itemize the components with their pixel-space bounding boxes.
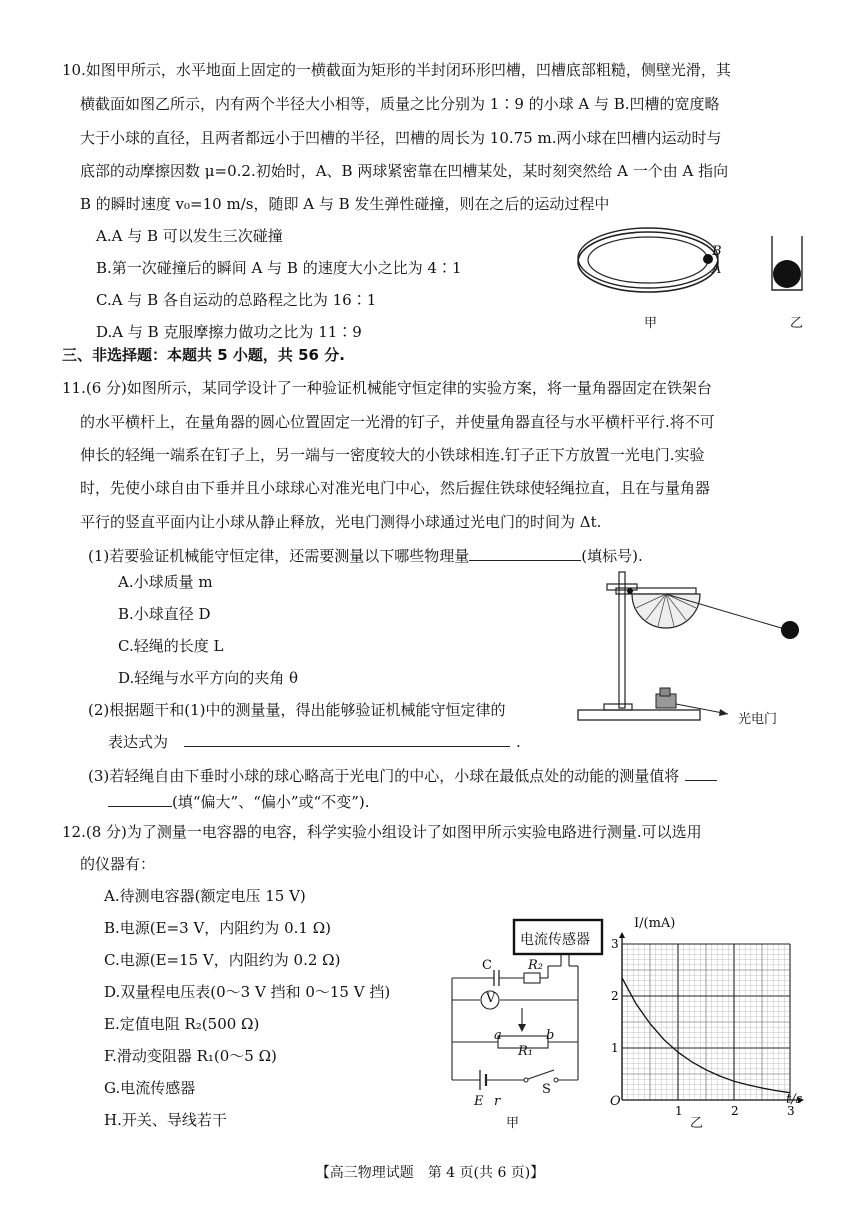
x-tick-label: 3 xyxy=(787,1104,795,1116)
q11-part-3-tail: (填“偏大”、“偏小”或“不变”). xyxy=(172,793,370,811)
q12-option-f: F.滑动变阻器 R₁(0～5 Ω) xyxy=(104,1047,277,1065)
q11-line-1: 11.(6 分)如图所示，某同学设计了一种验证机械能守恒定律的实验方案，将一量角器固定在铁架台 xyxy=(62,379,712,397)
q11-part-3-line-2 xyxy=(108,792,369,812)
q11-part-3 xyxy=(88,766,717,786)
x-tick-label: 1 xyxy=(675,1104,683,1116)
label-ball-b: B xyxy=(712,244,722,259)
q10-line-1: 10.如图甲所示，水平地面上固定的一横截面为矩形的半封闭环形凹槽，凹槽底部粗糙，侧壁光滑，其 xyxy=(62,61,731,79)
switch-label: S xyxy=(542,1082,551,1097)
internal-r-label: r xyxy=(494,1094,501,1109)
circuit-diagram xyxy=(448,918,606,1130)
q10-option-c: C.A 与 B 各自运动的总路程之比为 16∶1 xyxy=(96,291,377,309)
capacitor-label: C xyxy=(482,958,492,973)
label-ball-a: A xyxy=(712,262,722,277)
q10-line-2: 横截面如图乙所示，内有两个半径大小相等，质量之比分别为 1∶9 的小球 A 与 B.凹槽的宽度略 xyxy=(80,95,720,113)
graph-caption: 乙 xyxy=(690,1116,704,1131)
terminal-a-label: a xyxy=(494,1028,502,1043)
q11-line-3: 伸长的轻绳一端系在钉子上，另一端与一密度较大的小铁球相连.钉子正下方放置一光电门.实验 xyxy=(80,446,705,464)
q12-option-a: A.待测电容器(额定电压 15 V) xyxy=(104,887,306,905)
cross-section-figure xyxy=(768,234,808,294)
q11-part-1-text: (1)若要验证机械能守恒定律，还需要测量以下哪些物理量 xyxy=(88,547,470,565)
fig-jia-label: 甲 xyxy=(644,316,658,331)
q11-line-5: 平行的竖直平面内让小球从静止释放，光电门测得小球通过光电门的时间为 Δt. xyxy=(80,513,602,531)
circuit-caption: 甲 xyxy=(506,1116,520,1131)
photogate-label: 光电门 xyxy=(738,712,778,727)
terminal-b-label: b xyxy=(546,1028,555,1043)
q11-line-2: 的水平横杆上，在量角器的圆心位置固定一光滑的钉子，并使量角器直径与水平横杆平行.将不可 xyxy=(80,413,715,431)
q11-option-a: A.小球质量 m xyxy=(118,573,213,591)
q11-part-2-end: . xyxy=(516,733,521,751)
q11-part-3-text: (3)若轻绳自由下垂时小球的球心略高于光电门的中心，小球在最低点处的动能的测量值将 xyxy=(88,767,680,785)
answer-blank-3b[interactable] xyxy=(108,792,172,807)
q10-line-5: B 的瞬时速度 v₀=10 m/s，随即 A 与 B 发生弹性碰撞，则在之后的运动过程中 xyxy=(80,195,610,213)
voltmeter-label: V xyxy=(486,991,496,1006)
q12-option-g: G.电流传感器 xyxy=(104,1079,196,1097)
ring-groove-figure xyxy=(570,218,730,302)
y-axis-arrow xyxy=(619,932,625,938)
page-footer: 【高三物理试题 第 4 页(共 6 页)】 xyxy=(315,1165,545,1181)
q11-part-2: (2)根据题干和(1)中的测量量，得出能够验证机械能守恒定律的 xyxy=(88,701,506,719)
q12-line-2: 的仪器有： xyxy=(80,855,156,873)
q12-option-h: H.开关、导线若干 xyxy=(104,1111,227,1129)
q11-line-4: 时，先使小球自由下垂并且小球球心对准光电门中心，然后握住铁球使轻绳拉直，且在与量角器 xyxy=(80,479,711,497)
x-tick-label: 2 xyxy=(731,1104,739,1116)
q10-option-d: D.A 与 B 克服摩擦力做功之比为 11∶9 xyxy=(96,323,362,341)
q11-option-d: D.轻绳与水平方向的夹角 θ xyxy=(118,669,299,687)
q12-option-e: E.定值电阻 R₂(500 Ω) xyxy=(104,1015,260,1033)
q12-line-1: 12.(8 分)为了测量一电容器的电容，科学实验小组设计了如图甲所示实验电路进行测量.可以选用 xyxy=(62,823,702,841)
sensor-label: 电流传感器 xyxy=(520,932,590,948)
q11-part-1-tail: (填标号). xyxy=(581,547,643,565)
r1-label: R₁ xyxy=(518,1044,533,1059)
q10-option-a: A.A 与 B 可以发生三次碰撞 xyxy=(96,227,283,245)
fig-yi-label: 乙 xyxy=(790,316,804,331)
q10-option-b: B.第一次碰撞后的瞬间 A 与 B 的速度大小之比为 4∶1 xyxy=(96,259,462,277)
answer-blank-1[interactable] xyxy=(469,546,581,561)
answer-blank-3a[interactable] xyxy=(685,766,717,781)
q12-option-b: B.电源(E=3 V，内阻约为 0.1 Ω) xyxy=(104,919,331,937)
r2-label: R₂ xyxy=(528,958,543,973)
q10-line-3: 大于小球的直径，且两者都远小于凹槽的半径，凹槽的周长为 10.75 m.两小球在凹槽内运动时与 xyxy=(80,129,722,147)
q11-option-b: B.小球直径 D xyxy=(118,605,211,623)
graph-origin-label: O xyxy=(610,1094,621,1109)
graph-x-axis-label: t/s xyxy=(786,1092,803,1107)
q11-option-c: C.轻绳的长度 L xyxy=(118,637,224,655)
current-time-graph xyxy=(602,920,810,1116)
y-tick-label: 2 xyxy=(611,989,619,1003)
graph-y-axis-label: I/(mA) xyxy=(634,916,676,931)
emf-label: E xyxy=(474,1094,484,1109)
section-3-heading: 三、非选择题：本题共 5 小题，共 56 分. xyxy=(62,346,345,364)
y-tick-label: 3 xyxy=(611,937,619,951)
q12-option-c: C.电源(E=15 V，内阻约为 0.2 Ω) xyxy=(104,951,341,969)
y-tick-label: 1 xyxy=(611,1041,619,1055)
answer-blank-2[interactable] xyxy=(184,732,510,747)
q11-part-1 xyxy=(88,546,643,566)
q10-line-4: 底部的动摩擦因数 μ=0.2.初始时，A、B 两球紧密靠在凹槽某处，某时刻突然给 A 一个由 A 指向 xyxy=(80,162,729,180)
q11-part-2-label: 表达式为 xyxy=(108,733,169,751)
q12-option-d: D.双量程电压表(0～3 V 挡和 0～15 V 挡) xyxy=(104,983,391,1001)
q11-part-2-expression xyxy=(108,732,521,752)
